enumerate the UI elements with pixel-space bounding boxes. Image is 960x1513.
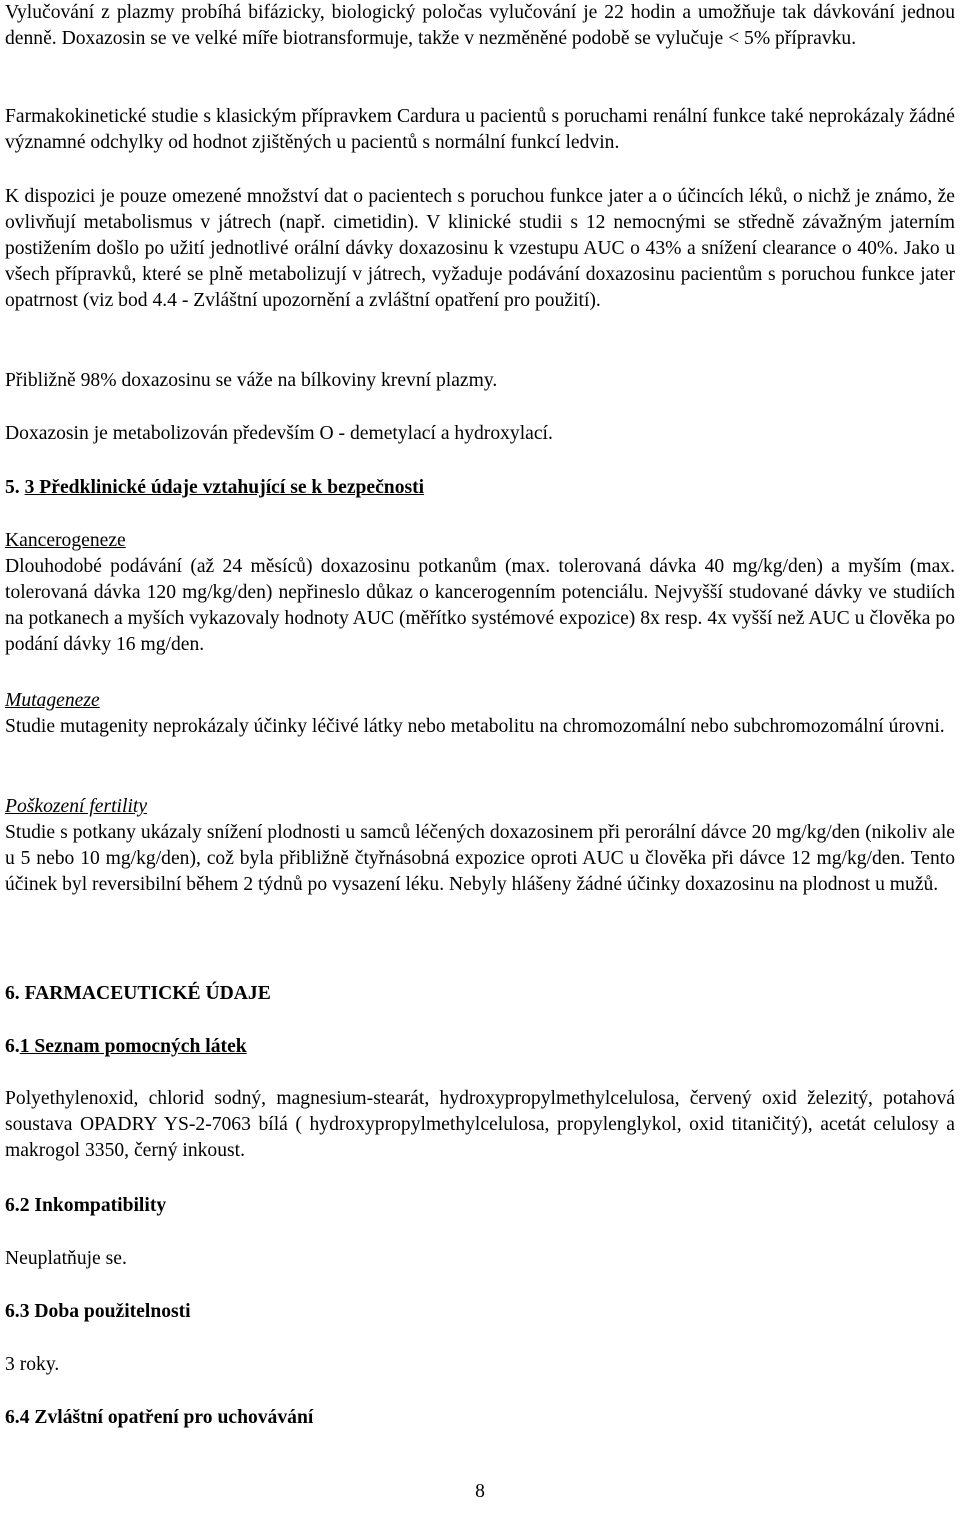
paragraph: Polyethylenoxid, chlorid sodný, magnesium-stearát, hydroxypropylmethylcelulosa, červený oxid železitý, potahová soustava OPADRY YS-2-7063 bílá ( hydroxypropylmethylcelulosa, propylenglykol, oxid titaničitý), acetát celulosy a makrogol 3350, černý inkoust. xyxy=(5,1088,955,1161)
subheading: Poškození fertility xyxy=(5,796,148,817)
section-6-1-heading xyxy=(5,1034,955,1060)
fertility-heading xyxy=(5,794,955,820)
pk-paragraph-metabolism xyxy=(5,421,955,447)
paragraph: Vylučování z plazmy probíhá bifázicky, biologický poločas vylučování je 22 hodin a umožňuje tak dávkování jednou denně. Doxazosin se ve velké míře biotransformuje, takže v nezměněné podobě se vylučuje < 5% přípravku. xyxy=(5,2,955,49)
paragraph: K dispozici je pouze omezené množství dat o pacientech s poruchou funkce jater a o účincích léků, o nichž je známo, že ovlivňují metabolismus v játrech (např. cimetidin). V klinické studii s 12 nemocnými se středně závažným jaterním postižením došlo po užití jednotlivé orální dávky doxazosinu k vzestupu AUC o 43% a snížení clearance o 40%. Jako u všech přípravků, které se plně metabolizují v játrech, vyžaduje podávání doxazosinu pacientům s poruchou funkce jater opatrnost (viz bod 4.4 - Zvláštní upozornění a zvláštní opatření pro použití). xyxy=(5,186,955,311)
pk-paragraph-elimination xyxy=(5,0,955,52)
paragraph: Studie mutagenity neprokázaly účinky léčivé látky nebo metabolitu na chromozomální nebo subchromozomální úrovni. xyxy=(5,716,945,737)
mutagenesis-heading xyxy=(5,688,955,714)
pk-paragraph-renal xyxy=(5,104,955,156)
section-5-3-heading xyxy=(5,475,955,501)
paragraph: Přibližně 98% doxazosinu se váže na bílkoviny krevní plazmy. xyxy=(5,370,498,391)
section-6-4-heading xyxy=(5,1405,955,1431)
section-title: 1 Seznam pomocných látek xyxy=(19,1036,247,1057)
subheading: Kancerogeneze xyxy=(5,530,126,551)
paragraph: Dlouhodobé podávání (až 24 měsíců) doxazosinu potkanům (max. tolerovaná dávka 40 mg/kg/den) a myším (max. tolerovaná dávka 120 mg/kg/den) nepřineslo důkaz o kancerogenním potenciálu. Nejvyšší studované dávky ve studiích na potkanech a myších vykazovaly hodnoty AUC (měřítko systémové expozice) 8x resp. 4x vyšší než AUC u člověka po podání dávky 16 mg/den. xyxy=(5,556,955,655)
section-6-1-text xyxy=(5,1086,955,1164)
paragraph: Doxazosin je metabolizován především O - demetylací a hydroxylací. xyxy=(5,423,553,444)
section-6-heading xyxy=(5,981,955,1007)
section-6-3-text xyxy=(5,1352,955,1378)
paragraph: 3 roky. xyxy=(5,1354,60,1375)
mutagenesis-text xyxy=(5,714,955,740)
section-title: 6.4 Zvláštní opatření pro uchovávání xyxy=(5,1407,314,1428)
section-title: 3 Předklinické údaje vztahující se k bezpečnosti xyxy=(24,477,425,498)
pk-paragraph-protein-binding xyxy=(5,368,955,394)
page-number: 8 xyxy=(475,1481,485,1502)
section-number: 6. xyxy=(5,1036,20,1057)
section-title: 6.2 Inkompatibility xyxy=(5,1195,167,1216)
carcinogenesis-text xyxy=(5,554,955,658)
paragraph: Neuplatňuje se. xyxy=(5,1248,127,1269)
pk-paragraph-hepatic xyxy=(5,184,955,314)
subheading: Mutageneze xyxy=(5,690,100,711)
fertility-text xyxy=(5,820,955,898)
section-6-3-heading xyxy=(5,1299,955,1325)
section-number: 5. xyxy=(5,477,20,498)
section-6-2-heading xyxy=(5,1193,955,1219)
section-6-2-text xyxy=(5,1246,955,1272)
section-title: 6.3 Doba použitelnosti xyxy=(5,1301,191,1322)
section-title: 6. FARMACEUTICKÉ ÚDAJE xyxy=(5,983,271,1004)
carcinogenesis-heading xyxy=(5,528,955,554)
paragraph: Farmakokinetické studie s klasickým přípravkem Cardura u pacientů s poruchami renální funkce také neprokázaly žádné významné odchylky od hodnot zjištěných u pacientů s normální funkcí ledvin. xyxy=(5,106,955,153)
paragraph: Studie s potkany ukázaly snížení plodnosti u samců léčených doxazosinem při perorální dávce 20 mg/kg/den (nikoliv ale u 5 nebo 10 mg/kg/den), což byla přibližně čtyřnásobná expozice oproti AUC u člověka při dávce 12 mg/kg/den. Tento účinek byl reversibilní během 2 týdnů po vysazení léku. Nebyly hlášeny žádné účinky doxazosinu na plodnost u mužů. xyxy=(5,822,955,895)
